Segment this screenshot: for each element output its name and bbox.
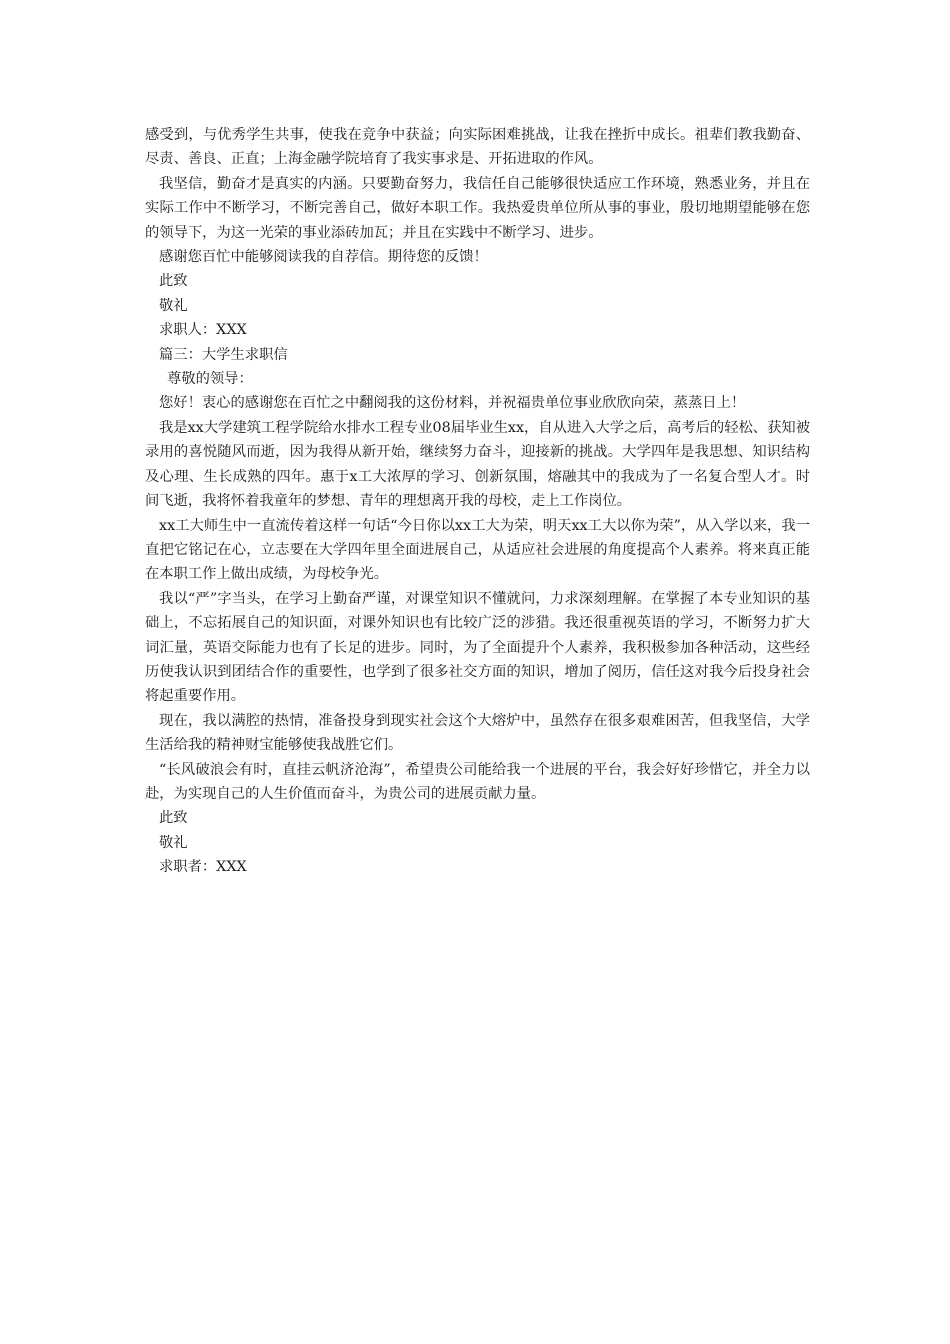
paragraph-diligence: 我坚信，勤奋才是真实的内涵。只要勤奋努力，我信任自己能够很快适应工作环境，熟悉业务，并且在实际工作中不断学习，不断完善自己，做好本职工作。我热爱贵单位所从事的事业，殷切地期望能够在您的领导下，为这一光荣的事业添砖加瓦；并且在实践中不断学习、进步。 [145, 175, 810, 241]
closing-regards-2: 敬礼 [159, 834, 188, 851]
signature-applicant: 求职人：XXX [159, 322, 247, 339]
closing-salutation-2: 此致 [159, 810, 188, 827]
document-page [145, 123, 810, 880]
paragraph-background: 我是xx大学建筑工程学院给水排水工程专业08届毕业生xx，自从进入大学之后，高考后的轻松、获知被录用的喜悦随风而逝，因为我得从新开始，继续努力奋斗，迎接新的挑战。大学四年是我思想、知识结构及心理、生长成熟的四年。惠于x工大浓厚的学习、创新氛围，熔融其中的我成为了一名复合型人才。时间飞逝，我将怀着我童年的梦想、青年的理想离开我的母校，走上工作岗位。 [145, 419, 810, 510]
paragraph-thanks: 感谢您百忙中能够阅读我的自荐信。期待您的反馈！ [159, 249, 488, 266]
paragraph-aspiration: “长风破浪会有时，直挂云帆济沧海”，希望贵公司能给我一个进展的平台，我会好好珍惜它，并全力以赴，为实现自己的人生价值而奋斗，为贵公司的进展贡献力量。 [145, 761, 810, 802]
paragraph-enthusiasm: 现在，我以满腔的热情，准备投身到现实社会这个大熔炉中，虽然存在很多艰难困苦，但我坚信，大学生活给我的精神财宝能够使我战胜它们。 [145, 712, 810, 754]
paragraph-motto: xx工大师生中一直流传着这样一句话“今日你以xx工大为荣，明天xx工大以你为荣”，从入学以来，我一直把它铭记在心，立志要在大学四年里全面进展自己，从适应社会进展的角度提高个人素养。将来真正能在本职工作上做出成绩，为母校争光。 [145, 517, 810, 583]
paragraph-intro-continued: 感受到，与优秀学生共事，使我在竞争中获益；向实际困难挑战，让我在挫折中成长。祖辈们教我勤奋、尽责、善良、正直；上海金融学院培育了我实事求是、开拓进取的作风。 [145, 127, 810, 168]
closing-salutation: 此致 [159, 273, 188, 290]
signature-applicant-2: 求职者：XXX [159, 859, 247, 876]
letter-greeting: 尊敬的领导： [167, 371, 253, 388]
paragraph-study: 我以“严”字当头，在学习上勤奋严谨，对课堂知识不懂就问，力求深刻理解。在掌握了本专业知识的基础上，不忘拓展自己的知识面，对课外知识也有比较广泛的涉猎。我还很重视英语的学习，不断努力扩大词汇量，英语交际能力也有了长足的进步。同时，为了全面提升个人素养，我积极参加各种活动，这些经历使我认识到团结合作的重要性，也学到了很多社交方面的知识，增加了阅历，信任这对我今后投身社会将起重要作用。 [145, 590, 810, 705]
paragraph-opening: 您好！衷心的感谢您在百忙之中翻阅我的这份材料，并祝福贵单位事业欣欣向荣，蒸蒸日上！ [159, 395, 746, 412]
closing-regards: 敬礼 [159, 297, 188, 314]
section-heading: 篇三：大学生求职信 [159, 346, 288, 363]
